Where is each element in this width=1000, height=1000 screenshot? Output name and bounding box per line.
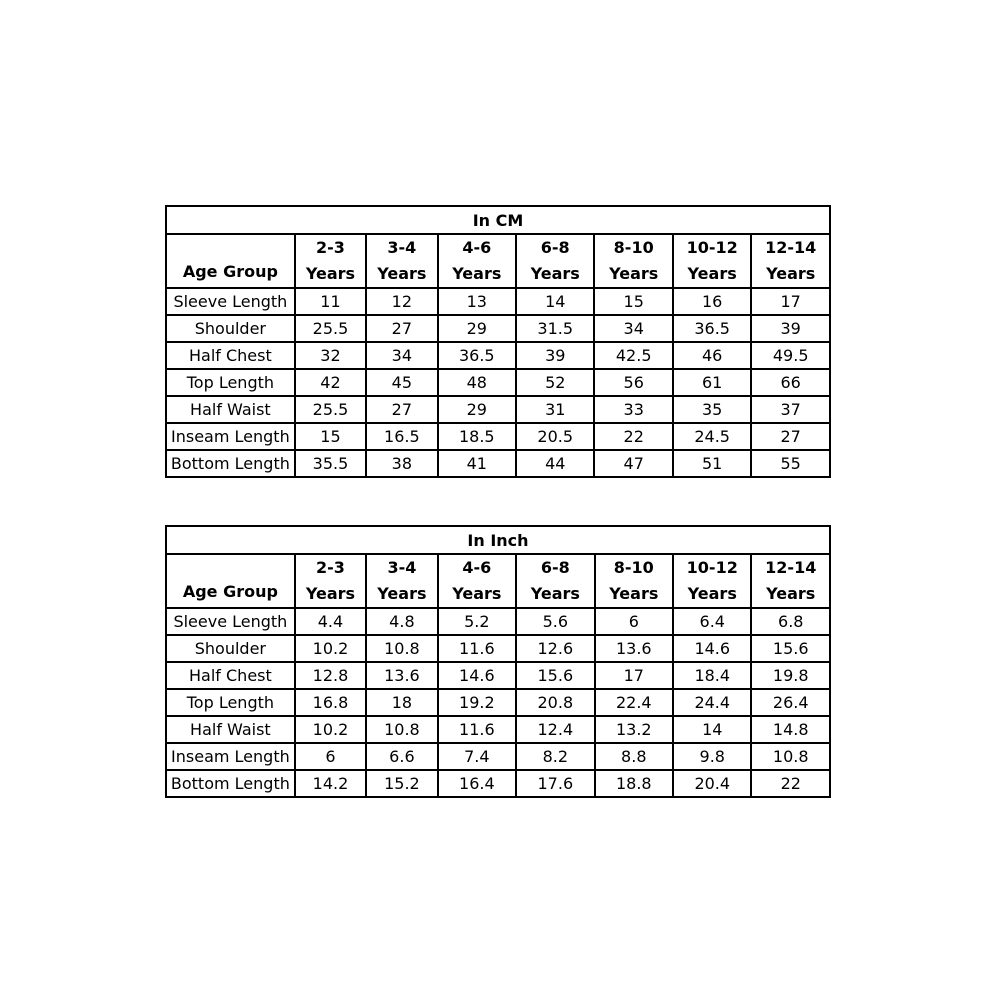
measurement-value: 14 bbox=[673, 716, 751, 743]
measurement-value: 8.2 bbox=[516, 743, 594, 770]
measurement-value: 42 bbox=[295, 369, 366, 396]
measurement-value: 10.8 bbox=[366, 716, 437, 743]
age-range: 6-8 bbox=[540, 238, 570, 257]
measurement-value: 29 bbox=[438, 315, 516, 342]
table-title: In Inch bbox=[166, 526, 830, 554]
measurement-value: 56 bbox=[594, 369, 672, 396]
age-group-header bbox=[751, 554, 830, 608]
measurement-value: 6.4 bbox=[673, 608, 751, 635]
age-range: 10-12 bbox=[686, 558, 738, 577]
measurement-value: 20.5 bbox=[516, 423, 594, 450]
age-group-header bbox=[438, 554, 516, 608]
measurement-label: Bottom Length bbox=[166, 770, 295, 797]
table-row bbox=[166, 716, 830, 743]
measurement-value: 12.8 bbox=[295, 662, 366, 689]
age-group-header bbox=[366, 554, 437, 608]
measurement-value: 14.8 bbox=[751, 716, 830, 743]
measurement-value: 27 bbox=[366, 396, 437, 423]
age-group-header bbox=[366, 234, 437, 288]
measurement-value: 25.5 bbox=[295, 315, 366, 342]
measurement-label: Top Length bbox=[166, 369, 295, 396]
measurement-value: 22.4 bbox=[595, 689, 673, 716]
measurement-value: 10.8 bbox=[751, 743, 830, 770]
measurement-label: Sleeve Length bbox=[166, 288, 295, 315]
measurement-value: 6 bbox=[595, 608, 673, 635]
age-unit: Years bbox=[452, 264, 502, 283]
measurement-value: 14.2 bbox=[295, 770, 366, 797]
age-group-header bbox=[438, 234, 516, 288]
age-range: 4-6 bbox=[462, 238, 492, 257]
measurement-value: 20.8 bbox=[516, 689, 594, 716]
age-group-header bbox=[751, 234, 830, 288]
measurement-value: 15 bbox=[594, 288, 672, 315]
measurement-value: 36.5 bbox=[438, 342, 516, 369]
age-group-header bbox=[295, 234, 366, 288]
measurement-value: 19.2 bbox=[438, 689, 516, 716]
measurement-value: 14.6 bbox=[673, 635, 751, 662]
age-unit: Years bbox=[687, 584, 737, 603]
age-range: 12-14 bbox=[765, 238, 817, 257]
table-row bbox=[166, 743, 830, 770]
age-range: 8-10 bbox=[613, 238, 654, 257]
table-row bbox=[166, 450, 830, 477]
age-range: 2-3 bbox=[316, 238, 345, 257]
measurement-value: 10.2 bbox=[295, 635, 366, 662]
measurement-value: 16 bbox=[673, 288, 751, 315]
measurement-value: 8.8 bbox=[595, 743, 673, 770]
measurement-value: 22 bbox=[751, 770, 830, 797]
measurement-value: 45 bbox=[366, 369, 437, 396]
measurement-value: 13.2 bbox=[595, 716, 673, 743]
table-row bbox=[166, 396, 830, 423]
measurement-value: 22 bbox=[594, 423, 672, 450]
age-group-header bbox=[595, 554, 673, 608]
age-group-header bbox=[516, 554, 594, 608]
table-row bbox=[166, 689, 830, 716]
measurement-label: Top Length bbox=[166, 689, 295, 716]
measurement-label: Half Chest bbox=[166, 342, 295, 369]
age-unit: Years bbox=[377, 264, 427, 283]
measurement-value: 33 bbox=[594, 396, 672, 423]
age-unit: Years bbox=[766, 584, 816, 603]
measurement-value: 15.6 bbox=[516, 662, 594, 689]
measurement-value: 12.4 bbox=[516, 716, 594, 743]
measurement-value: 35 bbox=[673, 396, 751, 423]
table-row bbox=[166, 423, 830, 450]
measurement-value: 31 bbox=[516, 396, 594, 423]
age-range: 3-4 bbox=[387, 558, 417, 577]
measurement-value: 51 bbox=[673, 450, 751, 477]
measurement-value: 24.4 bbox=[673, 689, 751, 716]
measurement-value: 52 bbox=[516, 369, 594, 396]
measurement-value: 16.5 bbox=[366, 423, 437, 450]
age-range: 2-3 bbox=[316, 558, 345, 577]
measurement-value: 5.6 bbox=[516, 608, 594, 635]
measurement-value: 47 bbox=[594, 450, 672, 477]
age-group-header-row bbox=[166, 234, 830, 288]
age-range: 12-14 bbox=[765, 558, 817, 577]
measurement-value: 11.6 bbox=[438, 635, 516, 662]
measurement-value: 11.6 bbox=[438, 716, 516, 743]
measurement-value: 66 bbox=[751, 369, 830, 396]
age-unit: Years bbox=[609, 584, 659, 603]
measurement-value: 15.6 bbox=[751, 635, 830, 662]
table-row bbox=[166, 770, 830, 797]
measurement-value: 15 bbox=[295, 423, 366, 450]
age-group-label: Age Group bbox=[166, 554, 295, 608]
table-row bbox=[166, 608, 830, 635]
measurement-value: 12 bbox=[366, 288, 437, 315]
age-unit: Years bbox=[687, 264, 737, 283]
measurement-value: 13.6 bbox=[595, 635, 673, 662]
measurement-value: 18.5 bbox=[438, 423, 516, 450]
measurement-value: 37 bbox=[751, 396, 830, 423]
measurement-value: 41 bbox=[438, 450, 516, 477]
measurement-value: 16.8 bbox=[295, 689, 366, 716]
measurement-value: 49.5 bbox=[751, 342, 830, 369]
table-row bbox=[166, 342, 830, 369]
measurement-value: 18.8 bbox=[595, 770, 673, 797]
table-row bbox=[166, 315, 830, 342]
measurement-value: 4.4 bbox=[295, 608, 366, 635]
age-range: 10-12 bbox=[686, 238, 738, 257]
age-range: 8-10 bbox=[613, 558, 654, 577]
measurement-value: 6.8 bbox=[751, 608, 830, 635]
age-group-header bbox=[594, 234, 672, 288]
age-group-header bbox=[295, 554, 366, 608]
age-group-header bbox=[673, 554, 751, 608]
measurement-label: Inseam Length bbox=[166, 423, 295, 450]
table-row bbox=[166, 662, 830, 689]
age-unit: Years bbox=[530, 584, 580, 603]
measurement-value: 26.4 bbox=[751, 689, 830, 716]
measurement-value: 17.6 bbox=[516, 770, 594, 797]
measurement-value: 39 bbox=[751, 315, 830, 342]
size-chart-cm-table bbox=[165, 205, 831, 478]
measurement-label: Bottom Length bbox=[166, 450, 295, 477]
measurement-value: 27 bbox=[366, 315, 437, 342]
measurement-value: 48 bbox=[438, 369, 516, 396]
measurement-value: 16.4 bbox=[438, 770, 516, 797]
age-group-header bbox=[516, 234, 594, 288]
measurement-label: Shoulder bbox=[166, 635, 295, 662]
table-row bbox=[166, 288, 830, 315]
measurement-label: Half Chest bbox=[166, 662, 295, 689]
table-row bbox=[166, 369, 830, 396]
measurement-value: 34 bbox=[366, 342, 437, 369]
measurement-value: 20.4 bbox=[673, 770, 751, 797]
measurement-value: 17 bbox=[751, 288, 830, 315]
age-group-label: Age Group bbox=[166, 234, 295, 288]
measurement-value: 9.8 bbox=[673, 743, 751, 770]
measurement-value: 6.6 bbox=[366, 743, 437, 770]
measurement-value: 12.6 bbox=[516, 635, 594, 662]
measurement-value: 39 bbox=[516, 342, 594, 369]
measurement-value: 18.4 bbox=[673, 662, 751, 689]
measurement-value: 19.8 bbox=[751, 662, 830, 689]
measurement-value: 32 bbox=[295, 342, 366, 369]
measurement-value: 38 bbox=[366, 450, 437, 477]
measurement-value: 10.8 bbox=[366, 635, 437, 662]
age-unit: Years bbox=[452, 584, 502, 603]
measurement-value: 44 bbox=[516, 450, 594, 477]
age-group-header-row bbox=[166, 554, 830, 608]
measurement-value: 5.2 bbox=[438, 608, 516, 635]
measurement-value: 14 bbox=[516, 288, 594, 315]
measurement-label: Shoulder bbox=[166, 315, 295, 342]
table-title: In CM bbox=[166, 206, 830, 234]
measurement-value: 42.5 bbox=[594, 342, 672, 369]
measurement-value: 15.2 bbox=[366, 770, 437, 797]
measurement-value: 34 bbox=[594, 315, 672, 342]
measurement-value: 25.5 bbox=[295, 396, 366, 423]
measurement-value: 6 bbox=[295, 743, 366, 770]
measurement-value: 61 bbox=[673, 369, 751, 396]
measurement-label: Sleeve Length bbox=[166, 608, 295, 635]
age-unit: Years bbox=[305, 584, 356, 603]
age-unit: Years bbox=[377, 584, 427, 603]
measurement-value: 14.6 bbox=[438, 662, 516, 689]
measurement-value: 11 bbox=[295, 288, 366, 315]
measurement-value: 13 bbox=[438, 288, 516, 315]
age-range: 6-8 bbox=[540, 558, 570, 577]
measurement-value: 17 bbox=[595, 662, 673, 689]
measurement-value: 36.5 bbox=[673, 315, 751, 342]
measurement-value: 55 bbox=[751, 450, 830, 477]
measurement-value: 24.5 bbox=[673, 423, 751, 450]
measurement-value: 46 bbox=[673, 342, 751, 369]
measurement-label: Half Waist bbox=[166, 716, 295, 743]
table-row bbox=[166, 635, 830, 662]
measurement-value: 7.4 bbox=[438, 743, 516, 770]
measurement-label: Half Waist bbox=[166, 396, 295, 423]
age-range: 4-6 bbox=[462, 558, 492, 577]
measurement-value: 4.8 bbox=[366, 608, 437, 635]
measurement-value: 29 bbox=[438, 396, 516, 423]
measurement-value: 31.5 bbox=[516, 315, 594, 342]
measurement-value: 35.5 bbox=[295, 450, 366, 477]
measurement-value: 18 bbox=[366, 689, 437, 716]
age-unit: Years bbox=[530, 264, 580, 283]
measurement-label: Inseam Length bbox=[166, 743, 295, 770]
size-chart-inch-table bbox=[165, 525, 831, 798]
age-unit: Years bbox=[305, 264, 356, 283]
age-unit: Years bbox=[766, 264, 816, 283]
age-range: 3-4 bbox=[387, 238, 417, 257]
measurement-value: 10.2 bbox=[295, 716, 366, 743]
measurement-value: 27 bbox=[751, 423, 830, 450]
age-unit: Years bbox=[609, 264, 659, 283]
age-group-header bbox=[673, 234, 751, 288]
measurement-value: 13.6 bbox=[366, 662, 437, 689]
